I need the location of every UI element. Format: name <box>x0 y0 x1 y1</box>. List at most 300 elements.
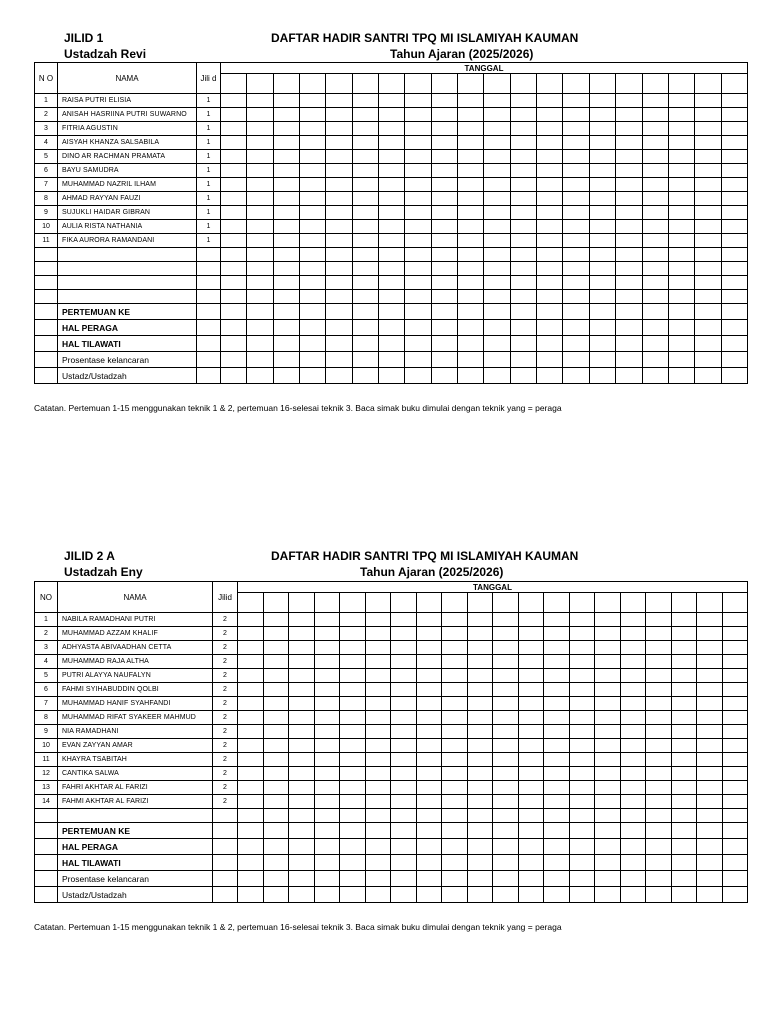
footer-cell <box>442 871 468 887</box>
attendance-cell <box>544 767 570 781</box>
attendance-cell <box>544 627 570 641</box>
empty-cell <box>197 248 221 262</box>
footer-cell <box>493 823 519 839</box>
note-text: Catatan. Pertemuan 1-15 menggunakan teknik 1 & 2, pertemuan 16-selesai teknik 3. Baca simak buku dimulai dengan teknik yang = peraga <box>34 403 562 413</box>
student-name: RAISA PUTRI ELISIA <box>58 94 197 108</box>
attendance-cell <box>722 795 748 809</box>
attendance-cell <box>620 739 646 753</box>
date-cell <box>314 593 340 613</box>
footer-label: Ustadz/Ustadzah <box>58 887 213 903</box>
footer-cell <box>221 336 247 352</box>
attendance-cell <box>247 234 273 248</box>
attendance-cell <box>221 108 247 122</box>
footer-cell <box>671 887 697 903</box>
attendance-cell <box>493 683 519 697</box>
footer-cell <box>569 855 595 871</box>
footer-cell <box>563 352 589 368</box>
attendance-cell <box>569 641 595 655</box>
attendance-cell <box>352 220 378 234</box>
footer-cell <box>510 352 536 368</box>
attendance-cell <box>467 781 493 795</box>
attendance-cell <box>458 164 484 178</box>
footer-row <box>35 304 748 320</box>
attendance-cell <box>697 641 723 655</box>
footer-cell <box>668 368 694 384</box>
empty-cell <box>58 276 197 290</box>
attendance-cell <box>721 164 747 178</box>
attendance-cell <box>379 192 405 206</box>
footer-cell <box>405 304 431 320</box>
attendance-cell <box>620 753 646 767</box>
attendance-cell <box>697 725 723 739</box>
attendance-cell <box>493 781 519 795</box>
attendance-cell <box>721 150 747 164</box>
empty-cell <box>721 248 747 262</box>
empty-cell <box>646 809 672 823</box>
footer-cell <box>391 839 417 855</box>
attendance-cell <box>595 627 621 641</box>
date-cell <box>697 593 723 613</box>
attendance-cell <box>537 206 563 220</box>
footer-label: HAL PERAGA <box>58 320 197 336</box>
attendance-cell <box>544 795 570 809</box>
attendance-cell <box>569 683 595 697</box>
student-row <box>35 192 748 206</box>
attendance-cell <box>544 669 570 683</box>
attendance-cell <box>671 669 697 683</box>
attendance-cell <box>405 192 431 206</box>
empty-cell <box>405 248 431 262</box>
attendance-cell <box>722 781 748 795</box>
attendance-cell <box>238 739 264 753</box>
student-no: 4 <box>35 136 58 150</box>
empty-cell <box>213 887 238 903</box>
attendance-cell <box>493 655 519 669</box>
empty-cell <box>247 290 273 304</box>
footer-cell <box>668 352 694 368</box>
student-row <box>35 627 748 641</box>
footer-label: PERTEMUAN KE <box>58 304 197 320</box>
attendance-cell <box>671 627 697 641</box>
footer-cell <box>642 368 668 384</box>
attendance-cell <box>695 164 721 178</box>
attendance-cell <box>405 164 431 178</box>
attendance-cell <box>391 739 417 753</box>
footer-cell <box>616 352 642 368</box>
attendance-cell <box>695 178 721 192</box>
footer-cell <box>537 368 563 384</box>
attendance-cell <box>493 767 519 781</box>
date-cell <box>695 74 721 94</box>
empty-cell <box>721 262 747 276</box>
attendance-cell <box>721 178 747 192</box>
blank-row <box>35 248 748 262</box>
col-header-no: NO <box>35 582 58 613</box>
footer-cell <box>518 823 544 839</box>
student-row <box>35 641 748 655</box>
student-row <box>35 683 748 697</box>
teacher-name: Ustadzah Eny <box>64 565 143 579</box>
attendance-cell <box>273 108 299 122</box>
attendance-cell <box>518 753 544 767</box>
attendance-cell <box>365 641 391 655</box>
footer-label: HAL TILAWATI <box>58 336 197 352</box>
empty-cell <box>352 262 378 276</box>
student-jilid: 2 <box>213 767 238 781</box>
date-cell <box>405 74 431 94</box>
attendance-cell <box>340 725 366 739</box>
empty-cell <box>326 276 352 290</box>
attendance-cell <box>595 697 621 711</box>
empty-cell <box>563 290 589 304</box>
attendance-cell <box>518 795 544 809</box>
attendance-cell <box>589 178 615 192</box>
student-name: FIKA AURORA RAMANDANI <box>58 234 197 248</box>
date-cell <box>326 74 352 94</box>
attendance-cell <box>289 669 315 683</box>
attendance-cell <box>238 711 264 725</box>
attendance-cell <box>467 641 493 655</box>
col-header-jilid: Jili d <box>197 63 221 94</box>
empty-cell <box>589 262 615 276</box>
attendance-cell <box>247 150 273 164</box>
footer-cell <box>646 871 672 887</box>
attendance-cell <box>668 94 694 108</box>
attendance-cell <box>247 122 273 136</box>
empty-cell <box>221 290 247 304</box>
empty-cell <box>563 262 589 276</box>
attendance-cell <box>518 711 544 725</box>
footer-cell <box>263 871 289 887</box>
footer-cell <box>263 887 289 903</box>
empty-cell <box>484 248 510 262</box>
attendance-cell <box>289 697 315 711</box>
attendance-cell <box>416 753 442 767</box>
attendance-cell <box>595 739 621 753</box>
attendance-cell <box>722 683 748 697</box>
empty-cell <box>352 290 378 304</box>
footer-cell <box>431 368 457 384</box>
attendance-cell <box>300 178 326 192</box>
student-no: 5 <box>35 669 58 683</box>
attendance-cell <box>697 613 723 627</box>
attendance-cell <box>300 234 326 248</box>
attendance-cell <box>391 613 417 627</box>
empty-cell <box>458 248 484 262</box>
footer-cell <box>314 823 340 839</box>
footer-cell <box>671 871 697 887</box>
footer-cell <box>442 855 468 871</box>
attendance-cell <box>484 150 510 164</box>
footer-cell <box>697 855 723 871</box>
attendance-cell <box>646 641 672 655</box>
student-jilid: 1 <box>197 220 221 234</box>
attendance-cell <box>620 767 646 781</box>
empty-cell <box>35 290 58 304</box>
attendance-cell <box>668 108 694 122</box>
empty-cell <box>273 276 299 290</box>
attendance-cell <box>263 627 289 641</box>
attendance-cell <box>238 697 264 711</box>
attendance-cell <box>642 94 668 108</box>
empty-cell <box>668 290 694 304</box>
footer-cell <box>695 320 721 336</box>
footer-cell <box>247 336 273 352</box>
footer-cell <box>616 336 642 352</box>
attendance-cell <box>563 150 589 164</box>
footer-cell <box>493 855 519 871</box>
attendance-cell <box>721 192 747 206</box>
attendance-cell <box>467 753 493 767</box>
footer-cell <box>671 823 697 839</box>
empty-cell <box>58 248 197 262</box>
student-jilid: 1 <box>197 136 221 150</box>
empty-cell <box>510 248 536 262</box>
attendance-cell <box>340 711 366 725</box>
empty-cell <box>197 320 221 336</box>
footer-cell <box>263 839 289 855</box>
empty-cell <box>35 368 58 384</box>
empty-cell <box>35 304 58 320</box>
student-jilid: 1 <box>197 206 221 220</box>
attendance-cell <box>569 697 595 711</box>
empty-cell <box>35 839 58 855</box>
attendance-cell <box>340 641 366 655</box>
attendance-cell <box>221 234 247 248</box>
attendance-cell <box>510 178 536 192</box>
student-no: 4 <box>35 655 58 669</box>
attendance-cell <box>238 627 264 641</box>
attendance-cell <box>391 655 417 669</box>
empty-cell <box>484 262 510 276</box>
footer-cell <box>537 320 563 336</box>
attendance-cell <box>616 150 642 164</box>
attendance-cell <box>518 781 544 795</box>
attendance-cell <box>616 136 642 150</box>
footer-cell <box>697 887 723 903</box>
student-no: 11 <box>35 234 58 248</box>
attendance-cell <box>238 753 264 767</box>
attendance-cell <box>340 655 366 669</box>
student-no: 9 <box>35 725 58 739</box>
attendance-cell <box>431 206 457 220</box>
attendance-cell <box>518 669 544 683</box>
attendance-cell <box>616 206 642 220</box>
attendance-cell <box>697 795 723 809</box>
attendance-cell <box>642 178 668 192</box>
attendance-cell <box>646 725 672 739</box>
attendance-cell <box>379 136 405 150</box>
student-row <box>35 795 748 809</box>
footer-cell <box>563 320 589 336</box>
footer-cell <box>273 352 299 368</box>
empty-cell <box>35 855 58 871</box>
attendance-cell <box>263 641 289 655</box>
attendance-cell <box>442 627 468 641</box>
jilid-label: JILID 1 <box>64 31 104 45</box>
attendance-cell <box>391 641 417 655</box>
attendance-cell <box>642 136 668 150</box>
attendance-cell <box>695 136 721 150</box>
attendance-cell <box>238 655 264 669</box>
attendance-cell <box>518 641 544 655</box>
date-cell <box>391 593 417 613</box>
empty-cell <box>197 262 221 276</box>
attendance-cell <box>518 739 544 753</box>
empty-cell <box>518 809 544 823</box>
attendance-cell <box>721 108 747 122</box>
footer-cell <box>340 855 366 871</box>
footer-cell <box>442 823 468 839</box>
empty-cell <box>273 248 299 262</box>
attendance-cell <box>668 164 694 178</box>
date-cell <box>458 74 484 94</box>
attendance-cell <box>340 781 366 795</box>
empty-cell <box>537 248 563 262</box>
footer-cell <box>722 855 748 871</box>
attendance-cell <box>544 711 570 725</box>
footer-cell <box>238 823 264 839</box>
student-row <box>35 178 748 192</box>
empty-cell <box>458 262 484 276</box>
date-cell <box>595 593 621 613</box>
attendance-cell <box>668 122 694 136</box>
attendance-cell <box>484 164 510 178</box>
attendance-cell <box>722 739 748 753</box>
attendance-cell <box>340 697 366 711</box>
attendance-cell <box>722 711 748 725</box>
attendance-cell <box>544 683 570 697</box>
empty-cell <box>379 290 405 304</box>
empty-cell <box>197 368 221 384</box>
attendance-cell <box>595 655 621 669</box>
attendance-cell <box>340 627 366 641</box>
empty-cell <box>35 823 58 839</box>
attendance-cell <box>697 753 723 767</box>
footer-cell <box>721 352 747 368</box>
date-cell <box>671 593 697 613</box>
attendance-cell <box>442 739 468 753</box>
attendance-cell <box>238 669 264 683</box>
student-name: FITRIA AGUSTIN <box>58 122 197 136</box>
empty-cell <box>221 276 247 290</box>
student-jilid: 2 <box>213 725 238 739</box>
attendance-cell <box>391 753 417 767</box>
footer-cell <box>458 304 484 320</box>
attendance-cell <box>442 669 468 683</box>
footer-cell <box>671 855 697 871</box>
student-jilid: 1 <box>197 150 221 164</box>
student-row <box>35 94 748 108</box>
date-cell <box>484 74 510 94</box>
attendance-cell <box>467 669 493 683</box>
attendance-cell <box>493 753 519 767</box>
date-cell <box>569 593 595 613</box>
empty-cell <box>300 276 326 290</box>
footer-cell <box>273 368 299 384</box>
attendance-cell <box>467 725 493 739</box>
attendance-cell <box>352 164 378 178</box>
attendance-cell <box>416 683 442 697</box>
footer-cell <box>697 823 723 839</box>
attendance-cell <box>668 234 694 248</box>
attendance-cell <box>416 669 442 683</box>
attendance-cell <box>620 683 646 697</box>
attendance-cell <box>352 94 378 108</box>
attendance-cell <box>314 739 340 753</box>
attendance-cell <box>221 192 247 206</box>
attendance-cell <box>589 150 615 164</box>
attendance-cell <box>326 136 352 150</box>
attendance-cell <box>365 767 391 781</box>
attendance-cell <box>416 711 442 725</box>
attendance-cell <box>352 108 378 122</box>
attendance-cell <box>365 627 391 641</box>
attendance-cell <box>405 136 431 150</box>
footer-cell <box>484 336 510 352</box>
date-cell <box>646 593 672 613</box>
attendance-cell <box>458 150 484 164</box>
blank-row <box>35 262 748 276</box>
attendance-cell <box>405 94 431 108</box>
footer-cell <box>544 855 570 871</box>
attendance-cell <box>416 641 442 655</box>
student-name: SUJUKLI HAIDAR GIBRAN <box>58 206 197 220</box>
attendance-cell <box>416 767 442 781</box>
student-no: 2 <box>35 627 58 641</box>
empty-cell <box>300 248 326 262</box>
footer-cell <box>595 871 621 887</box>
footer-cell <box>642 336 668 352</box>
attendance-cell <box>442 613 468 627</box>
attendance-cell <box>289 627 315 641</box>
attendance-cell <box>326 234 352 248</box>
attendance-cell <box>544 613 570 627</box>
attendance-cell <box>273 136 299 150</box>
empty-cell <box>544 809 570 823</box>
student-no: 7 <box>35 178 58 192</box>
attendance-cell <box>722 641 748 655</box>
attendance-cell <box>340 739 366 753</box>
date-cell <box>442 593 468 613</box>
attendance-cell <box>289 655 315 669</box>
attendance-cell <box>721 94 747 108</box>
attendance-cell <box>493 627 519 641</box>
attendance-cell <box>537 122 563 136</box>
footer-cell <box>379 320 405 336</box>
attendance-cell <box>391 683 417 697</box>
empty-cell <box>537 290 563 304</box>
footer-cell <box>431 320 457 336</box>
footer-cell <box>722 823 748 839</box>
col-header-jilid: Jilid <box>213 582 238 613</box>
attendance-cell <box>247 136 273 150</box>
attendance-cell <box>537 108 563 122</box>
footer-cell <box>722 887 748 903</box>
empty-cell <box>213 823 238 839</box>
student-no: 12 <box>35 767 58 781</box>
attendance-cell <box>314 795 340 809</box>
footer-cell <box>391 855 417 871</box>
student-no: 1 <box>35 94 58 108</box>
empty-cell <box>442 809 468 823</box>
attendance-table <box>34 62 748 384</box>
empty-cell <box>589 276 615 290</box>
attendance-cell <box>431 94 457 108</box>
footer-cell <box>467 855 493 871</box>
attendance-cell <box>326 122 352 136</box>
attendance-cell <box>595 711 621 725</box>
